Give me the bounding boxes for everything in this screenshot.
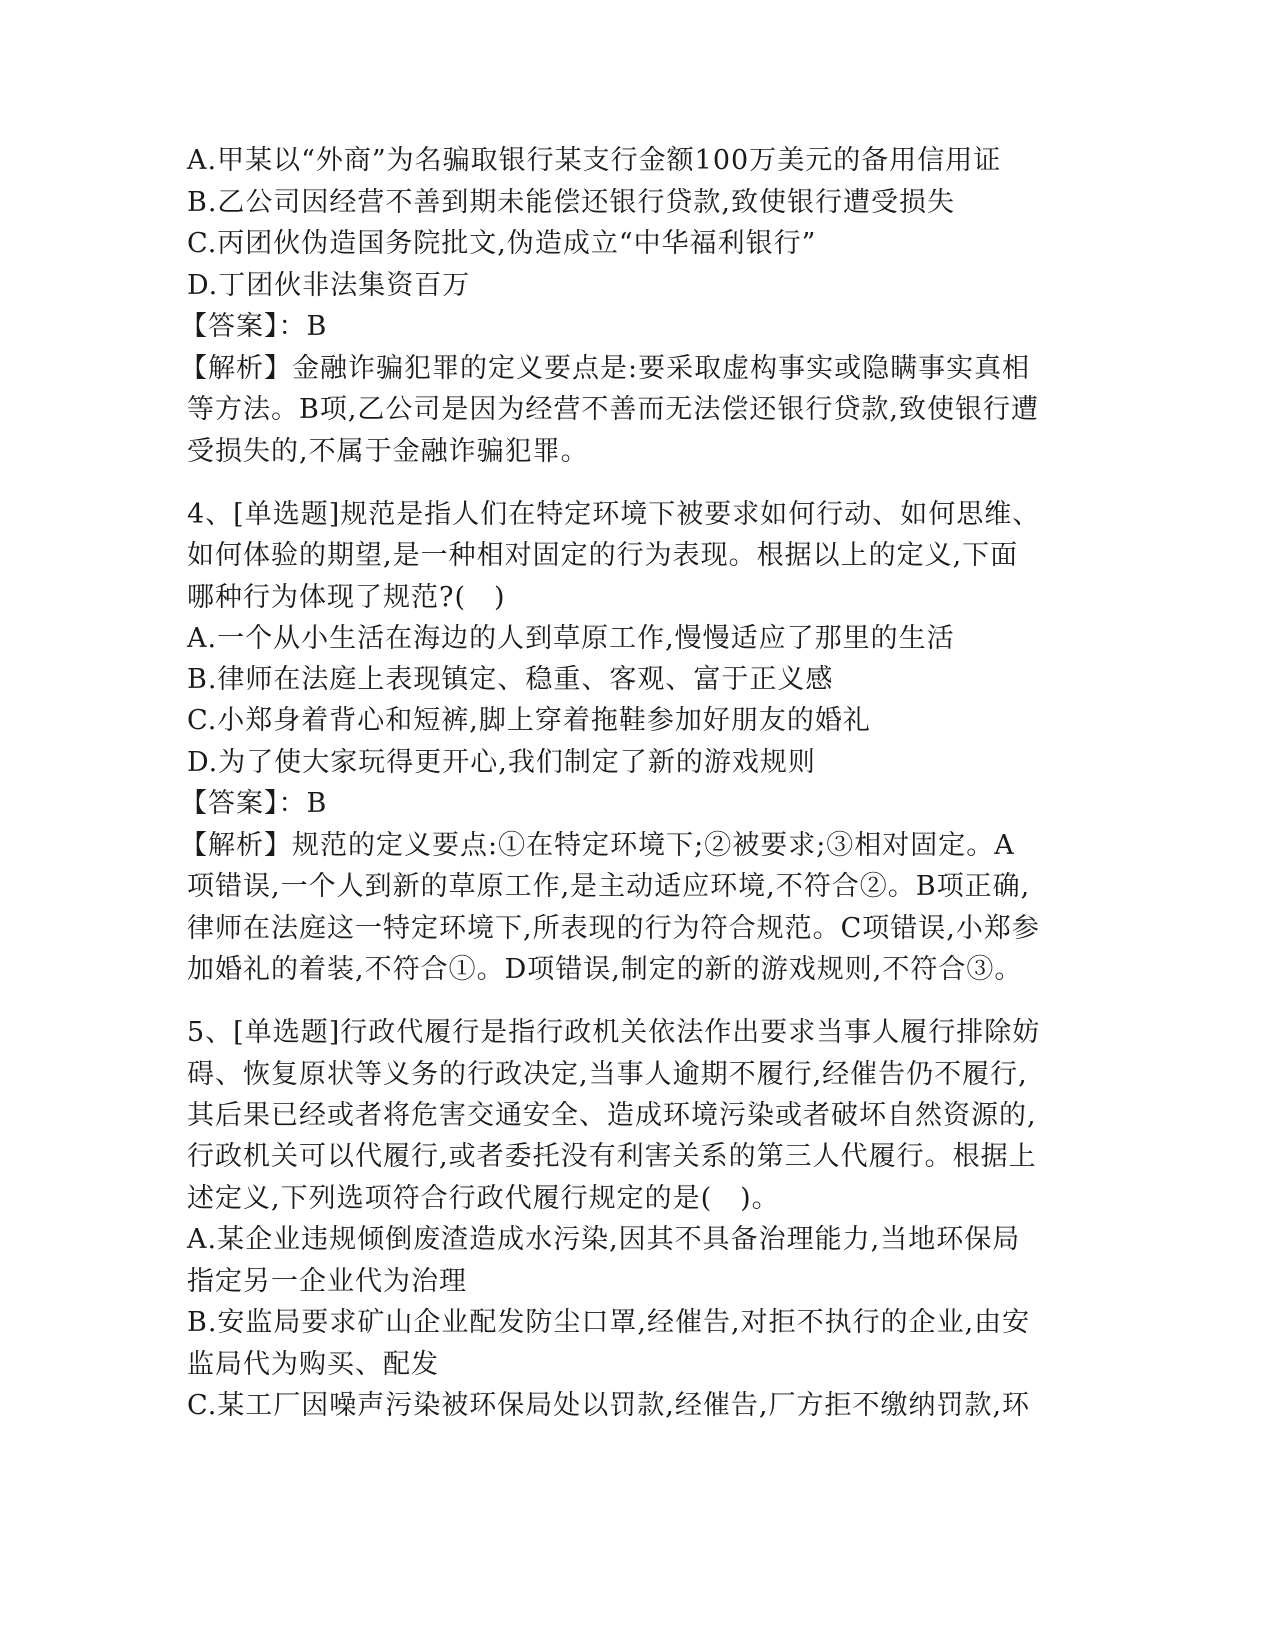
- q3-analysis-line: 受损失的,不属于金融诈骗犯罪。: [187, 436, 589, 467]
- q4-analysis-line: 律师在法庭这一特定环境下,所表现的行为符合规范。C项错误,小郑参: [187, 913, 1040, 944]
- q5-option-b-cont: 监局代为购买、配发: [187, 1349, 439, 1380]
- q5-stem-line: 碍、恢复原状等义务的行政决定,当事人逾期不履行,经催告仍不履行,: [187, 1059, 1028, 1090]
- q3-option-b: B.乙公司因经营不善到期未能偿还银行贷款,致使银行遭受损失: [187, 187, 956, 218]
- q4-answer: 【答案】：B: [180, 788, 328, 819]
- q3-option-c: C.丙团伙伪造国务院批文,伪造成立“中华福利银行”: [187, 228, 817, 259]
- q5-stem-line: 述定义,下列选项符合行政代履行规定的是( )。: [187, 1183, 780, 1214]
- q5-option-b: B.安监局要求矿山企业配发防尘口罩,经催告,对拒不执行的企业,由安: [187, 1307, 1031, 1338]
- q4-option-c: C.小郑身着背心和短裤,脚上穿着拖鞋参加好朋友的婚礼: [187, 705, 871, 736]
- q5-option-a-cont: 指定另一企业代为治理: [187, 1266, 467, 1297]
- q3-analysis-line: 【解析】金融诈骗犯罪的定义要点是:要采取虚构事实或隐瞒事实真相: [180, 353, 1031, 384]
- q3-option-a: A.甲某以“外商”为名骗取银行某支行金额100万美元的备用信用证: [187, 145, 1002, 176]
- q5-option-a: A.某企业违规倾倒废渣造成水污染,因其不具备治理能力,当地环保局: [187, 1224, 1021, 1255]
- q5-stem-line: 5、[单选题]行政代履行是指行政机关依法作出要求当事人履行排除妨: [187, 1017, 1041, 1048]
- q3-answer: 【答案】：B: [180, 311, 328, 342]
- q4-option-d: D.为了使大家玩得更开心,我们制定了新的游戏规则: [187, 747, 816, 778]
- q3-option-d: D.丁团伙非法集资百万: [187, 270, 471, 301]
- q4-analysis-line: 加婚礼的着装,不符合①。D项错误,制定的新的游戏规则,不符合③。: [187, 954, 1023, 985]
- q4-stem-line: 4、[单选题]规范是指人们在特定环境下被要求如何行动、如何思维、: [187, 499, 1041, 530]
- q5-option-c: C.某工厂因噪声污染被环保局处以罚款,经催告,厂方拒不缴纳罚款,环: [187, 1390, 1031, 1421]
- q5-stem-line: 其后果已经或者将危害交通安全、造成环境污染或者破坏自然资源的,: [187, 1100, 1037, 1131]
- q4-stem-line: 如何体验的期望,是一种相对固定的行为表现。根据以上的定义,下面: [187, 540, 1019, 571]
- q4-option-a: A.一个从小生活在海边的人到草原工作,慢慢适应了那里的生活: [187, 623, 955, 654]
- q5-stem-line: 行政机关可以代履行,或者委托没有利害关系的第三人代履行。根据上: [187, 1141, 1037, 1172]
- q3-analysis-line: 等方法。B项,乙公司是因为经营不善而无法偿还银行贷款,致使银行遭: [187, 394, 1040, 425]
- q4-analysis-line: 【解析】规范的定义要点:①在特定环境下;②被要求;③相对固定。A: [180, 830, 1015, 861]
- q4-stem-line: 哪种行为体现了规范?( ): [187, 582, 506, 613]
- q4-option-b: B.律师在法庭上表现镇定、稳重、客观、富于正义感: [187, 664, 834, 695]
- q4-analysis-line: 项错误,一个人到新的草原工作,是主动适应环境,不符合②。B项正确,: [187, 871, 1031, 902]
